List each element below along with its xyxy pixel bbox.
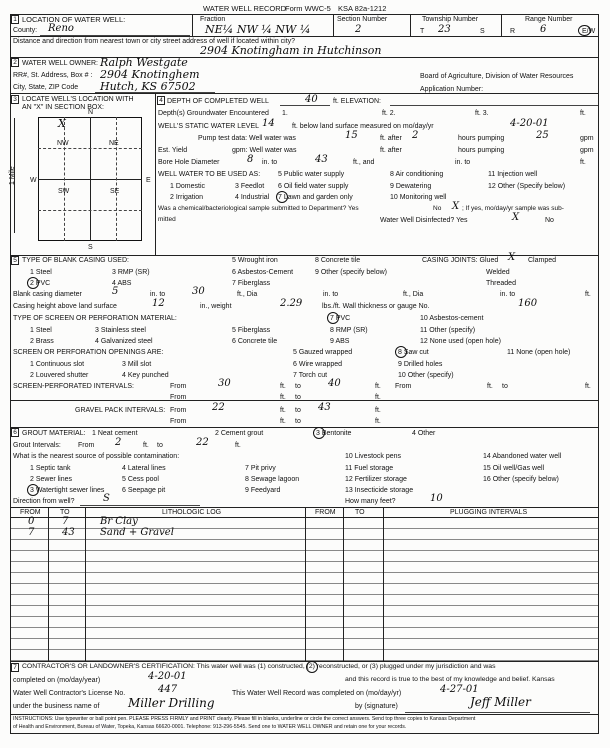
chem-x[interactable]: X	[452, 201, 460, 212]
pump-gpm-label: gpm	[580, 135, 594, 142]
bore-ft-end: ft.	[580, 159, 586, 166]
contam-seepage[interactable]: 6 Seepage pit	[122, 487, 166, 494]
north-label: N	[88, 109, 94, 116]
depth-label: DEPTH OF COMPLETED WELL	[167, 98, 269, 105]
yield-gpm-end: gpm	[580, 147, 594, 154]
record-date-value[interactable]: 4-27-01	[440, 684, 479, 695]
screen-type-label: TYPE OF SCREEN OR PERFORATION MATERIAL:	[13, 315, 177, 322]
use-label: WELL WATER TO BE USED AS:	[158, 171, 261, 178]
mitted-label: mitted	[158, 216, 176, 223]
gw-end: ft.	[580, 110, 586, 117]
chem-no: No	[433, 205, 442, 212]
instructions-line-1: INSTRUCTIONS: Use typewriter or ball point pen. PLEASE PRESS FIRMLY and PRINT clearly. Please fill in blanks, underline or circle the correct answers. Send top three copies to Kansas Department	[13, 716, 476, 722]
perf-ft-end-2: ft.	[585, 383, 591, 390]
disinfect-label: Water Well Disinfected? Yes	[380, 217, 468, 224]
screen-fiberglass[interactable]: 5 Fiberglass	[232, 327, 271, 334]
fraction-value[interactable]: NE¼ NW ¼ NW ¼	[205, 23, 311, 36]
groundwater-label: Depth(s) Groundwater Encountered	[158, 110, 269, 117]
opening-other[interactable]: 10 Other (specify)	[398, 372, 454, 379]
form-title: WATER WELL RECORD	[203, 4, 287, 13]
casing-fiberglass[interactable]: 7 Fiberglass	[232, 280, 271, 287]
bore-to-value[interactable]: 43	[315, 154, 328, 165]
casing-other[interactable]: 9 Other (specify below)	[315, 269, 387, 276]
grout-intervals-label: Grout Intervals:	[13, 442, 61, 449]
disinfect-x[interactable]: X	[512, 212, 520, 223]
opening-continuous[interactable]: 1 Continuous slot	[30, 361, 85, 368]
fraction-label: Fraction	[200, 16, 226, 23]
log-rule-line	[10, 583, 598, 584]
township-t: T	[420, 28, 425, 35]
log-header-from: FROM	[20, 509, 41, 516]
pump-ft-after: ft. after	[380, 135, 402, 142]
nw-label: NW	[57, 140, 69, 147]
contam-lagoon[interactable]: 8 Sewage lagoon	[245, 476, 300, 483]
mile-label: 1 Mile	[9, 166, 16, 185]
casing-asbestos[interactable]: 6 Asbestos-Cement	[232, 269, 294, 276]
township-s: S	[480, 28, 485, 35]
casing-rmp[interactable]: 3 RMP (SR)	[112, 269, 150, 276]
contam-lateral[interactable]: 4 Lateral lines	[122, 465, 166, 472]
east-label: E	[146, 177, 151, 184]
screen-none[interactable]: 12 None used (open hole)	[420, 338, 501, 345]
perf-ft-3: ft.	[280, 394, 286, 401]
blank-ft-dia-2: ft., Dia	[403, 291, 424, 298]
log-header-lithologic: LITHOLOGIC LOG	[162, 509, 222, 516]
joints-welded[interactable]: Welded	[486, 269, 510, 276]
log-row-1-from[interactable]: 0	[28, 516, 35, 527]
contam-sewer[interactable]: 2 Sewer lines	[30, 476, 73, 483]
certification-text: CONTRACTOR'S OR LANDOWNER'S CERTIFICATION: This water well was (1) constructed, (2) reconstructed, or (3) plugged under my jurisdiction and was	[22, 663, 496, 670]
section-number-6: 6	[11, 428, 19, 437]
static-level-label: WELL'S STATIC WATER LEVEL	[158, 123, 260, 130]
direction-label: Direction from well?	[13, 498, 75, 505]
chem-label: Was a chemical/bacteriological sample submitted to Department? Yes	[158, 205, 359, 212]
perf-to-value[interactable]: 40	[328, 378, 341, 389]
bore-in-to: in. to	[262, 159, 278, 166]
joints-x[interactable]: X	[508, 252, 516, 263]
section-number-7: 7	[11, 663, 19, 672]
perf-to-2: to	[502, 383, 508, 390]
sw-label: SW	[58, 188, 70, 195]
city-label: City, State, ZIP Code	[13, 84, 79, 91]
log-rule-line	[10, 561, 598, 562]
use-oil-field[interactable]: 6 Oil field water supply	[278, 183, 349, 190]
log-rule-line	[10, 605, 598, 606]
perf-from-value[interactable]: 30	[218, 378, 231, 389]
joints-threaded[interactable]: Threaded	[486, 280, 516, 287]
section-number-value[interactable]: 2	[355, 24, 362, 35]
use-dewatering[interactable]: 9 Dewatering	[390, 183, 432, 190]
log-rule-line	[10, 638, 598, 639]
perf-from-2: From	[395, 383, 412, 390]
form-number: Form WWC-5	[285, 4, 331, 13]
yield-hours: hours pumping	[458, 147, 505, 154]
screen-concrete[interactable]: 6 Concrete tile	[232, 338, 278, 345]
county-value[interactable]: Reno	[48, 23, 74, 34]
log-rule-line	[10, 550, 598, 551]
opening-mill-slot[interactable]: 3 Mill slot	[122, 361, 152, 368]
grout-to-value[interactable]: 22	[196, 437, 209, 448]
disinfect-no: No	[545, 217, 554, 224]
contam-abandoned[interactable]: 14 Abandoned water well	[483, 453, 562, 460]
perf-ft-to: ft.	[280, 383, 286, 390]
section-number-1: 1	[11, 15, 19, 24]
blank-ft-dia: ft., Dia	[237, 291, 258, 298]
contam-fertilizer[interactable]: 12 Fertilizer storage	[345, 476, 407, 483]
casing-weight-label: in., weight	[200, 303, 232, 310]
constructed-circle	[306, 661, 318, 673]
bentonite-circle	[313, 427, 325, 439]
casing-type-label: TYPE OF BLANK CASING USED:	[22, 257, 129, 264]
pump-hours-value[interactable]: 2	[412, 130, 419, 141]
gravel-ft-end: ft.	[375, 407, 381, 414]
gravel-from-label: From	[170, 407, 187, 414]
gravel-to-2: to	[295, 418, 301, 425]
log-header-to-2: TO	[355, 509, 365, 516]
yield-label: Est. Yield	[158, 147, 188, 154]
log-rule-line	[10, 616, 598, 617]
owner-label: WATER WELL OWNER:	[22, 60, 98, 67]
south-label: S	[88, 244, 93, 251]
perf-to-label: to	[295, 383, 301, 390]
gw3-label: ft. 3.	[475, 110, 489, 117]
township-label: Township Number	[422, 16, 479, 23]
log-rule-line	[10, 572, 598, 573]
range-r: R	[510, 28, 516, 35]
completed-label: completed on (mo/day/year)	[13, 677, 101, 684]
log-rule-line	[10, 594, 598, 595]
business-name-label: under the business name of	[13, 703, 100, 710]
opening-wire[interactable]: 6 Wire wrapped	[293, 361, 343, 368]
contam-oil-gas[interactable]: 15 Oil well/Gas well	[483, 465, 545, 472]
joints-clamped[interactable]: Clamped	[528, 257, 557, 264]
east-circle	[578, 25, 591, 36]
use-monitoring[interactable]: 10 Monitoring well	[390, 194, 447, 201]
contam-privy[interactable]: 7 Pit privy	[245, 465, 276, 472]
contam-watertight[interactable]: 3 Watertight sewer lines	[30, 487, 105, 494]
perf-ft-4: ft.	[375, 394, 381, 401]
distance-value[interactable]: 2904 Knotingham in Hutchinson	[200, 44, 382, 57]
casing-concrete[interactable]: 8 Concrete tile	[315, 257, 361, 264]
grout-bentonite[interactable]: 3 Bentonite	[316, 430, 352, 437]
instructions-line-2: of Health and Environment, Bureau of Water, Topeka, Kansas 66620-0001. Telephone: 913-296-5545. Send one to WATER WELL OWNER and retain one for your records.	[13, 724, 407, 730]
township-value[interactable]: 23	[438, 24, 451, 35]
range-label: Range Number	[525, 16, 573, 23]
screen-other[interactable]: 11 Other (specify)	[420, 327, 476, 334]
log-header-from-2: FROM	[315, 509, 336, 516]
direction-value[interactable]: S	[103, 493, 110, 504]
pump-test-label: Pump test data: Well water was	[198, 135, 296, 142]
screen-stainless[interactable]: 3 Stainless steel	[95, 327, 146, 334]
contam-septic[interactable]: 1 Septic tank	[30, 465, 71, 472]
gauge-value[interactable]: 160	[518, 298, 538, 309]
opening-louvered[interactable]: 2 Louvered shutter	[30, 372, 89, 379]
section-number-3: 3	[11, 95, 19, 104]
how-many-feet-label: How many feet?	[345, 498, 396, 505]
opening-saw-cut[interactable]: 8 Saw cut	[398, 349, 429, 356]
gravel-ft-end-2: ft.	[375, 418, 381, 425]
use-domestic[interactable]: 1 Domestic	[170, 183, 206, 190]
screen-rmp[interactable]: 8 RMP (SR)	[330, 327, 368, 334]
opening-gauzed[interactable]: 5 Gauzed wrapped	[293, 349, 353, 356]
grout-from-label: From	[78, 442, 95, 449]
perf-from-label: From	[170, 383, 187, 390]
pump-test-value[interactable]: 15	[345, 130, 358, 141]
casing-weight-value[interactable]: 2.29	[280, 298, 303, 309]
bore-ft-and: ft., and	[353, 159, 375, 166]
screen-abs[interactable]: 9 ABS	[330, 338, 350, 345]
perf-ft-end: ft.	[375, 383, 381, 390]
se-label: SE	[110, 188, 120, 195]
use-injection[interactable]: 11 Injection well	[488, 171, 538, 178]
log-rule-line	[10, 528, 598, 529]
gravel-from-value[interactable]: 22	[212, 402, 225, 413]
license-label: Water Well Contractor's License No.	[13, 690, 126, 697]
gravel-to-label: to	[295, 407, 301, 414]
blank-in-to-2: in. to	[323, 291, 339, 298]
opening-key-punched[interactable]: 4 Key punched	[122, 372, 169, 379]
saw-cut-circle	[395, 346, 407, 358]
yield-ft-after: ft. after	[380, 147, 402, 154]
grout-neat[interactable]: 1 Neat cement	[92, 430, 138, 437]
chem-rest: ; If yes, mo/day/yr sample was sub-	[462, 205, 564, 212]
contam-other[interactable]: 16 Other (specify below)	[483, 476, 559, 483]
true-text: and this record is true to the best of my knowledge and belief. Kansas	[345, 676, 555, 683]
log-rule-line	[10, 649, 598, 650]
openings-label: SCREEN OR PERFORATION OPENINGS ARE:	[13, 349, 164, 356]
casing-wrought[interactable]: 5 Wrought iron	[232, 257, 278, 264]
log-header-plugging: PLUGGING INTERVALS	[450, 509, 528, 516]
bore-in-to-2: in. to	[455, 159, 471, 166]
grout-label: GROUT MATERIAL:	[22, 430, 86, 437]
gw1-label: 1.	[282, 110, 288, 117]
contamination-label: What is the nearest source of possible contamination:	[13, 453, 180, 460]
blank-to-value[interactable]: 30	[192, 286, 205, 297]
perf-ft-to-2: ft.	[487, 383, 493, 390]
contam-insecticide[interactable]: 13 Insecticide storage	[345, 487, 414, 494]
blank-diameter-value[interactable]: 5	[112, 286, 119, 297]
contam-fuel[interactable]: 11 Fuel storage	[345, 465, 394, 472]
west-label: W	[30, 177, 37, 184]
gravel-from-2: From	[170, 418, 187, 425]
use-public[interactable]: 5 Public water supply	[278, 171, 345, 178]
perf-to-3: to	[295, 394, 301, 401]
use-industrial[interactable]: 4 Industrial	[235, 194, 270, 201]
screen-brass[interactable]: 2 Brass	[30, 338, 54, 345]
static-level-value[interactable]: 14	[262, 118, 275, 129]
grout-to-label: to	[157, 442, 163, 449]
log-header-to: TO	[60, 509, 70, 516]
perf-intervals-label: SCREEN-PERFORATED INTERVALS:	[13, 383, 134, 390]
use-other[interactable]: 12 Other (Specify below)	[488, 183, 566, 190]
application-label: Application Number:	[420, 86, 484, 93]
blank-ft-end: ft.	[585, 291, 591, 298]
locate-title-1: LOCATE WELL'S LOCATION WITH	[22, 96, 134, 103]
contam-cess[interactable]: 5 Cess pool	[122, 476, 159, 483]
city-value[interactable]: Hutch, KS 67502	[100, 80, 196, 93]
county-label: County:	[13, 27, 38, 34]
blank-in-to-3: in. to	[500, 291, 516, 298]
owner-value[interactable]: Ralph Westgate	[100, 56, 188, 69]
section-number-2: 2	[11, 58, 19, 67]
perf-from-3: From	[170, 394, 187, 401]
log-row-2-from[interactable]: 7	[28, 527, 35, 538]
screen-galvanized[interactable]: 4 Galvanized steel	[95, 338, 153, 345]
range-value[interactable]: 6	[540, 24, 547, 35]
blank-diameter-label: Blank casing diameter	[13, 291, 82, 298]
log-row-2-desc[interactable]: Sand + Gravel	[100, 527, 174, 538]
bore-value[interactable]: 8	[247, 154, 254, 165]
completed-value[interactable]: 4-20-01	[148, 671, 187, 682]
contam-livestock[interactable]: 10 Livestock pens	[345, 453, 402, 460]
yield-gpm: gpm: Well water was	[232, 147, 297, 154]
opening-none[interactable]: 11 None (open hole)	[507, 349, 571, 356]
section-number-4: 4	[157, 96, 165, 105]
grout-other[interactable]: 4 Other	[412, 430, 436, 437]
board-text: Board of Agriculture, Division of Water Resources	[420, 73, 574, 80]
ksa-number: KSA 82a-1212	[338, 4, 387, 13]
gravel-to-value[interactable]: 43	[318, 402, 331, 413]
lawn-garden-circle	[276, 191, 288, 203]
joints-label: CASING JOINTS: Glued	[422, 257, 499, 264]
grout-ft-to: ft.	[143, 442, 149, 449]
address-value[interactable]: 2904 Knotinghem	[100, 68, 200, 81]
log-rule-line	[10, 627, 598, 628]
bore-label: Bore Hole Diameter	[158, 159, 220, 166]
log-row-1-to[interactable]: 7	[62, 516, 69, 527]
use-lawn-garden[interactable]: 7 Lawn and garden only	[278, 194, 353, 201]
screen-asbestos[interactable]: 10 Asbestos-cement	[420, 315, 484, 322]
use-air-cond[interactable]: 8 Air conditioning	[390, 171, 444, 178]
ne-label: NE	[109, 140, 119, 147]
gw2-label: ft. 2.	[382, 110, 396, 117]
watertight-circle	[27, 484, 39, 496]
pump-hours-label: hours pumping	[458, 135, 505, 142]
record-completed-label: This Water Well Record was completed on (mo/day/yr)	[232, 690, 402, 697]
distance-label: Distance and direction from nearest town or city street address of well if located within city?	[13, 38, 296, 45]
gravel-label: GRAVEL PACK INTERVALS:	[75, 407, 166, 414]
pump-gpm-value[interactable]: 25	[536, 130, 549, 141]
grout-cement[interactable]: 2 Cement grout	[215, 430, 264, 437]
grout-ft-end: ft.	[235, 442, 241, 449]
location-x-mark: X	[58, 117, 66, 130]
static-level-rest: ft. below land surface measured on mo/day/yr	[292, 123, 434, 130]
gravel-ft-2: ft.	[280, 418, 286, 425]
locate-title-2: AN "X" IN SECTION BOX:	[22, 104, 104, 111]
use-feedlot[interactable]: 3 Feedlot	[235, 183, 265, 190]
casing-height-label: Casing height above land surface	[13, 303, 117, 310]
use-irrigation[interactable]: 2 Irrigation	[170, 194, 204, 201]
signature-value[interactable]: Jeff Miller	[470, 695, 531, 709]
contam-feedyard[interactable]: 9 Feedyard	[245, 487, 281, 494]
static-level-date[interactable]: 4-20-01	[510, 118, 549, 129]
grout-from-value[interactable]: 2	[115, 437, 122, 448]
section-number-label: Section Number	[337, 16, 388, 23]
elevation-label: ft. ELEVATION:	[333, 98, 381, 105]
casing-steel[interactable]: 1 Steel	[30, 269, 52, 276]
log-row-1-desc[interactable]: Br Clay	[100, 516, 138, 527]
section-number-5: 5	[11, 256, 19, 265]
depth-value[interactable]: 40	[305, 94, 318, 105]
gravel-ft: ft.	[280, 407, 286, 414]
pvc-circle	[27, 277, 39, 289]
business-name-value[interactable]: Miller Drilling	[128, 696, 215, 710]
signature-label: by (signature)	[355, 703, 398, 710]
blank-in-to: in. to	[150, 291, 166, 298]
gauge-label: lbs./ft. Wall thickness or gauge No.	[322, 303, 430, 310]
opening-torch[interactable]: 7 Torch cut	[293, 372, 328, 379]
screen-pvc-circle	[327, 312, 339, 324]
casing-abs[interactable]: 4 ABS	[112, 280, 132, 287]
screen-pvc[interactable]: 7 PVC	[330, 315, 351, 322]
license-value[interactable]: 447	[158, 684, 178, 695]
screen-steel[interactable]: 1 Steel	[30, 327, 52, 334]
log-rule-line	[10, 539, 598, 540]
location-title: LOCATION OF WATER WELL:	[22, 15, 126, 24]
how-many-feet-value[interactable]: 10	[430, 493, 443, 504]
opening-drilled[interactable]: 9 Drilled holes	[398, 361, 443, 368]
casing-height-value[interactable]: 12	[152, 298, 165, 309]
address-label: RR#, St. Address, Box # :	[13, 72, 93, 79]
casing-pvc[interactable]: 2 PVC	[30, 280, 51, 287]
east-west: E/W	[582, 28, 596, 35]
log-row-2-to[interactable]: 43	[62, 527, 75, 538]
